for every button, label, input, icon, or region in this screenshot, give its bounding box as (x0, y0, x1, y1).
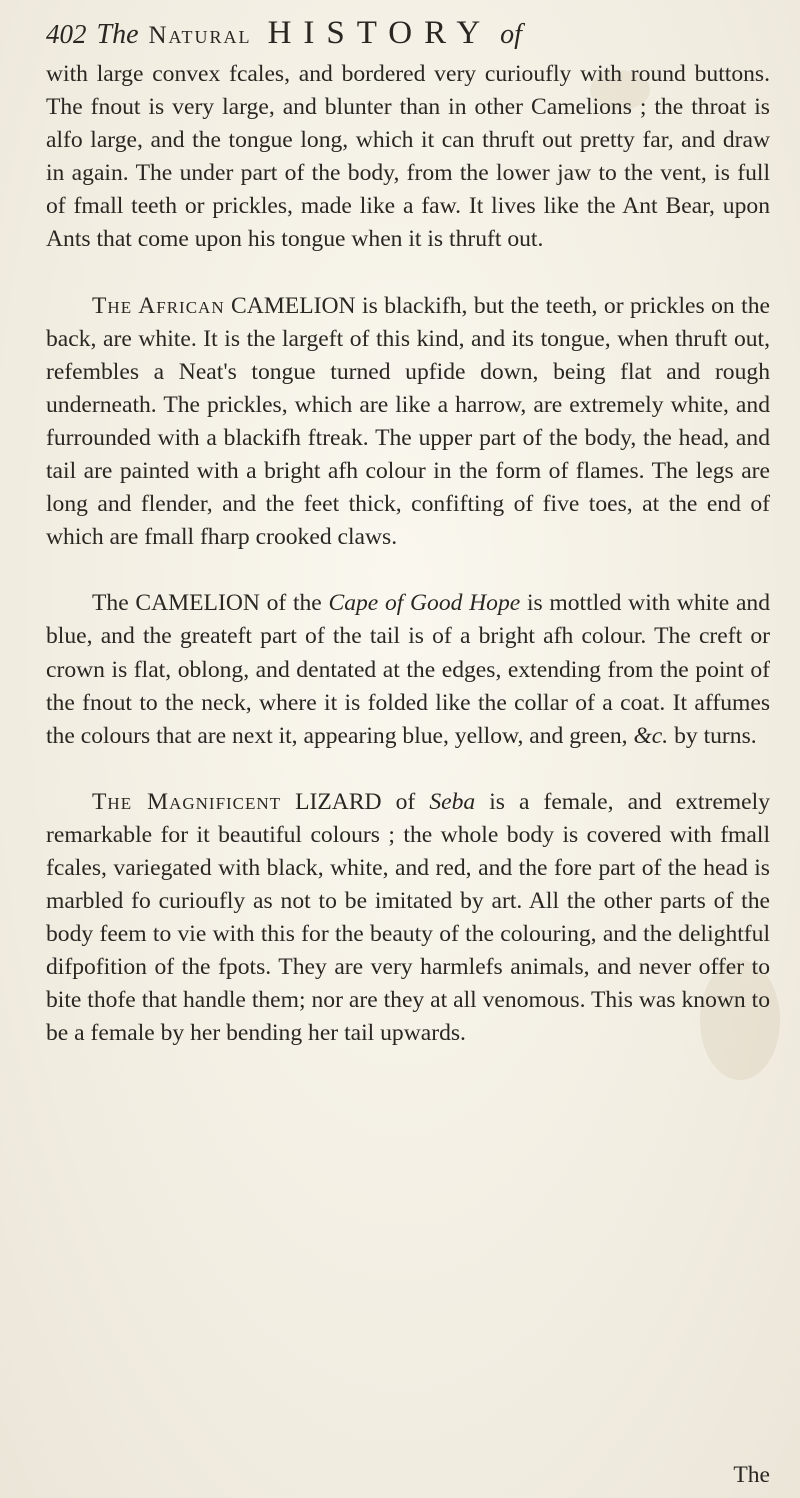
header-natural: Natural (148, 22, 252, 49)
paragraph-4-author: Seba (429, 788, 476, 815)
paragraph-3-text-c: by turns. (668, 722, 757, 749)
catchword: The (733, 1462, 770, 1488)
paragraph-4-text-a: LIZARD of (281, 788, 430, 815)
paragraph-1-text: with large convex fcales, and bordered very curioufly with round buttons. The fnout is very large, and blunter than in other Camelions ; the throat is alfo large, and the tongue long, which it can thruft out pretty far, and draw in again. The under part of the body, from the lower jaw to the vent, is full of fmall teeth or prickles, made like a faw. It lives like the Ant Bear, upon Ants that come upon his tongue when it is thruft out. (46, 61, 770, 253)
paragraph-gap (46, 554, 770, 587)
paragraph-4 (46, 786, 770, 1051)
paragraph-3-text-b: is mottled with white and blue, and the greateft part of the tail is of a bright afh colour. The creft or crown is flat, oblong, and dentated at the edges, extending from the point of the fnout to the neck, where it is folded like the collar of a coat. It affumes the colours that are next it, appearing blue, yellow, and green, (46, 590, 771, 749)
paragraph-gap (46, 257, 770, 290)
paragraph-3-place: Cape of Good Hope (328, 590, 521, 617)
paragraph-3-etc: &c. (633, 722, 669, 749)
paragraph-3 (46, 587, 770, 752)
paragraph-gap (46, 753, 770, 786)
paragraph-2-text: CAMELION is blackifh, but the teeth, or prickles on the back, are white. It is the largeft of this kind, and its tongue, when thruft out, refembles a Neat's tongue turned upfide down, being flat and rough underneath. The prickles, which are like a harrow, are extremely white, and furrounded with a blackifh ftreak. The upper part of the body, the head, and tail are painted with a bright afh colour in the form of flames. The legs are long and flender, and the feet thick, confifting of five toes, at the end of which are fmall fharp crooked claws. (46, 292, 770, 551)
header-of: of (500, 19, 522, 50)
paragraph-4-lead: The Magnificent (92, 788, 282, 815)
body-text (46, 58, 770, 1051)
header-the: The (96, 19, 139, 50)
paragraph-2 (46, 290, 770, 555)
paragraph-4-text-b: is a female, and extremely remarkable for it beautiful colours ; the whole body is covered with fmall fcales, variegated with black, white, and red, and the fore part of the head is marbled fo curioufly as not to be imitated by art. All the other parts of the body feem to vie with this for the beauty of the colouring, and the delightful difpofition of the fpots. They are very harmlefs animals, and never offer to bite thofe that handle them; nor are they at all venomous. This was known to be a female by her bending her tail upwards. (46, 788, 770, 1047)
paragraph-2-lead: The African (92, 292, 225, 319)
header-history: HISTORY (267, 15, 493, 51)
page-number: 402 (46, 19, 87, 49)
paragraph-1 (46, 58, 770, 257)
running-header (46, 10, 766, 56)
paragraph-3-text-a: The CAMELION of the (92, 590, 329, 617)
